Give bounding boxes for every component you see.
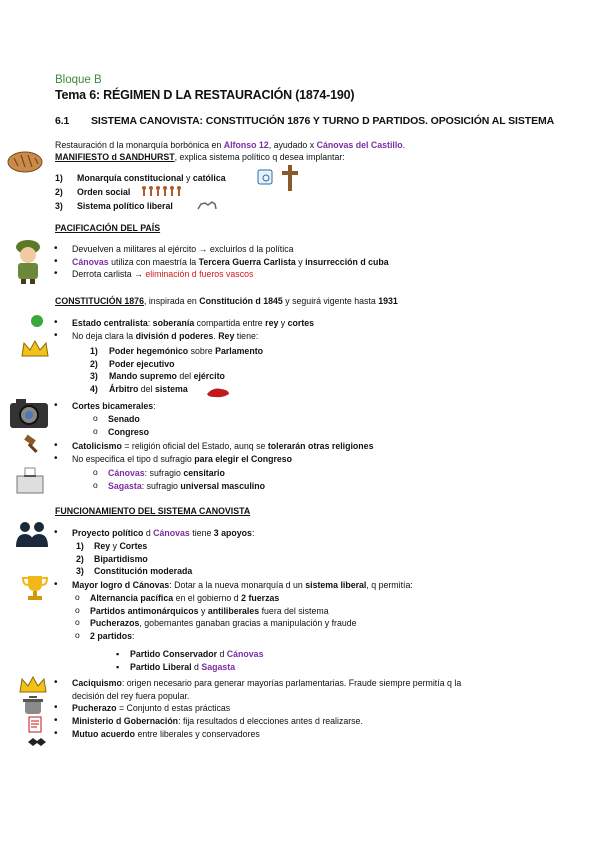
- list-item: • Derrota carlista → eliminación d fueros vascos: [72, 268, 389, 281]
- list-item: • Caciquismo: origen necesario para generar mayorías parlamentarias. Fraude siempre permitía q la: [72, 677, 461, 690]
- intro-line-2: MANIFIESTO d SANDHURST, explica sistema político q desea implantar:: [55, 152, 345, 162]
- list-item: • Devuelven a militares al ejército → excluirlos d la política: [72, 243, 389, 256]
- list-item: o 2 partidos:: [90, 630, 357, 643]
- list-item: • Pucherazo = Conjunto d estas prácticas: [72, 702, 461, 715]
- poderes-list: [90, 345, 263, 396]
- list-item: 3) Constitución moderada: [76, 566, 193, 577]
- list-item: • Mutuo acuerdo entre liberales y conservadores: [72, 728, 461, 741]
- list-item: ▪ Partido Conservador d Cánovas: [130, 648, 263, 661]
- bloque-label: Bloque B: [55, 74, 102, 86]
- funcionamiento-title: FUNCIONAMIENTO DEL SISTEMA CANOVISTA: [55, 506, 251, 516]
- constitucion-list-1: [72, 317, 314, 342]
- list-item: 2) Bipartidismo: [76, 553, 148, 564]
- funcionamiento-list-1: [72, 527, 254, 540]
- crowd-icon: [140, 185, 186, 199]
- partidos-list: [130, 648, 263, 673]
- horse-icon: [196, 199, 218, 213]
- calendar-icon: [257, 168, 275, 188]
- list-item: • No deja clara la división d poderes. Rey tiene:: [72, 330, 314, 343]
- intro-item-2: 2) Orden social: [55, 187, 131, 197]
- constitucion-list-3: [72, 440, 373, 465]
- sufragio-list: [108, 467, 265, 492]
- gavel-icon: [22, 434, 44, 458]
- list-item: • No especifica el tipo d sufragio para elegir el Congreso: [72, 453, 373, 466]
- list-item: o Pucherazos, gobernantes ganaban gracias a manipulación y fraude: [90, 617, 357, 630]
- intro-item-1: 1) Monarquía constitucional y católica: [55, 173, 226, 183]
- funcionamiento-list-3: [72, 677, 461, 741]
- constitucion-line: CONSTITUCIÓN 1876, inspirada en Constitución d 1845 y seguirá vigente hasta 1931: [55, 296, 398, 306]
- constitucion-list-2: [72, 400, 156, 413]
- list-item: • Mayor logro d Cánovas: Dotar a la nueva monarquía d un sistema liberal, q permitía:: [72, 579, 413, 592]
- tema-title: Tema 6: RÉGIMEN D LA RESTAURACIÓN (1874-190): [55, 88, 355, 102]
- pacificacion-list: [72, 243, 389, 281]
- soldier-icon: [10, 237, 46, 287]
- list-item: o Senado: [108, 413, 149, 426]
- list-item: • Ministerio d Gobernación: fija resultados d elecciones antes d realizarse.: [72, 715, 461, 728]
- list-item: • Cortes bicamerales:: [72, 400, 156, 413]
- pot-icon: [22, 696, 44, 718]
- green-dot-icon: [30, 314, 44, 330]
- section-number: 6.1: [55, 115, 70, 127]
- bread-icon: [6, 148, 44, 176]
- list-item: o Alternancia pacífica en el gobierno d 2 fuerzas: [90, 592, 357, 605]
- camaras-list: [108, 413, 149, 438]
- intro-item-3: 3) Sistema político liberal: [55, 201, 173, 211]
- blood-icon: [205, 386, 231, 400]
- logro-list: [90, 592, 357, 643]
- list-item: 3) Mando supremo del ejército: [90, 371, 225, 382]
- intro-line-1: Restauración d la monarquía borbónica en Alfonso 12, ayudado x Cánovas del Castillo.: [55, 140, 406, 150]
- handshake-icon: [27, 736, 47, 750]
- section-heading: [55, 115, 554, 127]
- list-item: o Partidos antimonárquicos y antiliberales fuera del sistema: [90, 605, 357, 618]
- crown-icon: [20, 338, 50, 362]
- section-title: SISTEMA CANOVISTA: CONSTITUCIÓN 1876 Y TURNO D PARTIDOS. OPOSICIÓN AL SISTEMA: [91, 115, 555, 127]
- list-item: 1) Poder hegemónico sobre Parlamento: [90, 346, 264, 356]
- list-item: ▪ Partido Liberal d Sagasta: [130, 661, 263, 674]
- list-item: • Proyecto político d Cánovas tiene 3 apoyos:: [72, 527, 254, 540]
- ballot-box-icon: [15, 467, 45, 497]
- list-item-continuation: decisión del rey fuera popular.: [72, 690, 190, 701]
- funcionamiento-list-2: [72, 579, 413, 592]
- list-item: 1) Rey y Cortes: [76, 541, 148, 551]
- list-item: 4) Árbitro del sistema: [90, 384, 188, 395]
- list-item: • Estado centralista: soberanía compartida entre rey y cortes: [72, 317, 314, 330]
- cross-icon: [280, 164, 300, 194]
- list-item: o Cánovas: sufragio censitario: [108, 467, 265, 480]
- document-icon: [28, 716, 42, 735]
- list-item: o Congreso: [108, 426, 149, 439]
- trophy-icon: [22, 574, 48, 604]
- apoyos-list: [76, 540, 192, 578]
- pacificacion-title: PACIFICACIÓN DEL PAÍS: [55, 223, 161, 233]
- crown-icon: [18, 674, 48, 698]
- camera-icon: [8, 396, 50, 432]
- list-item: • Cánovas utiliza con maestría la Tercera Guerra Carlista y insurrección d cuba: [72, 256, 389, 269]
- people-icon: [14, 520, 50, 550]
- list-item: 2) Poder ejecutivo: [90, 358, 175, 369]
- list-item: • Catolicismo = religión oficial del Estado, aunq se tolerarán otras religiones: [72, 440, 373, 453]
- list-item: o Sagasta: sufragio universal masculino: [108, 480, 265, 493]
